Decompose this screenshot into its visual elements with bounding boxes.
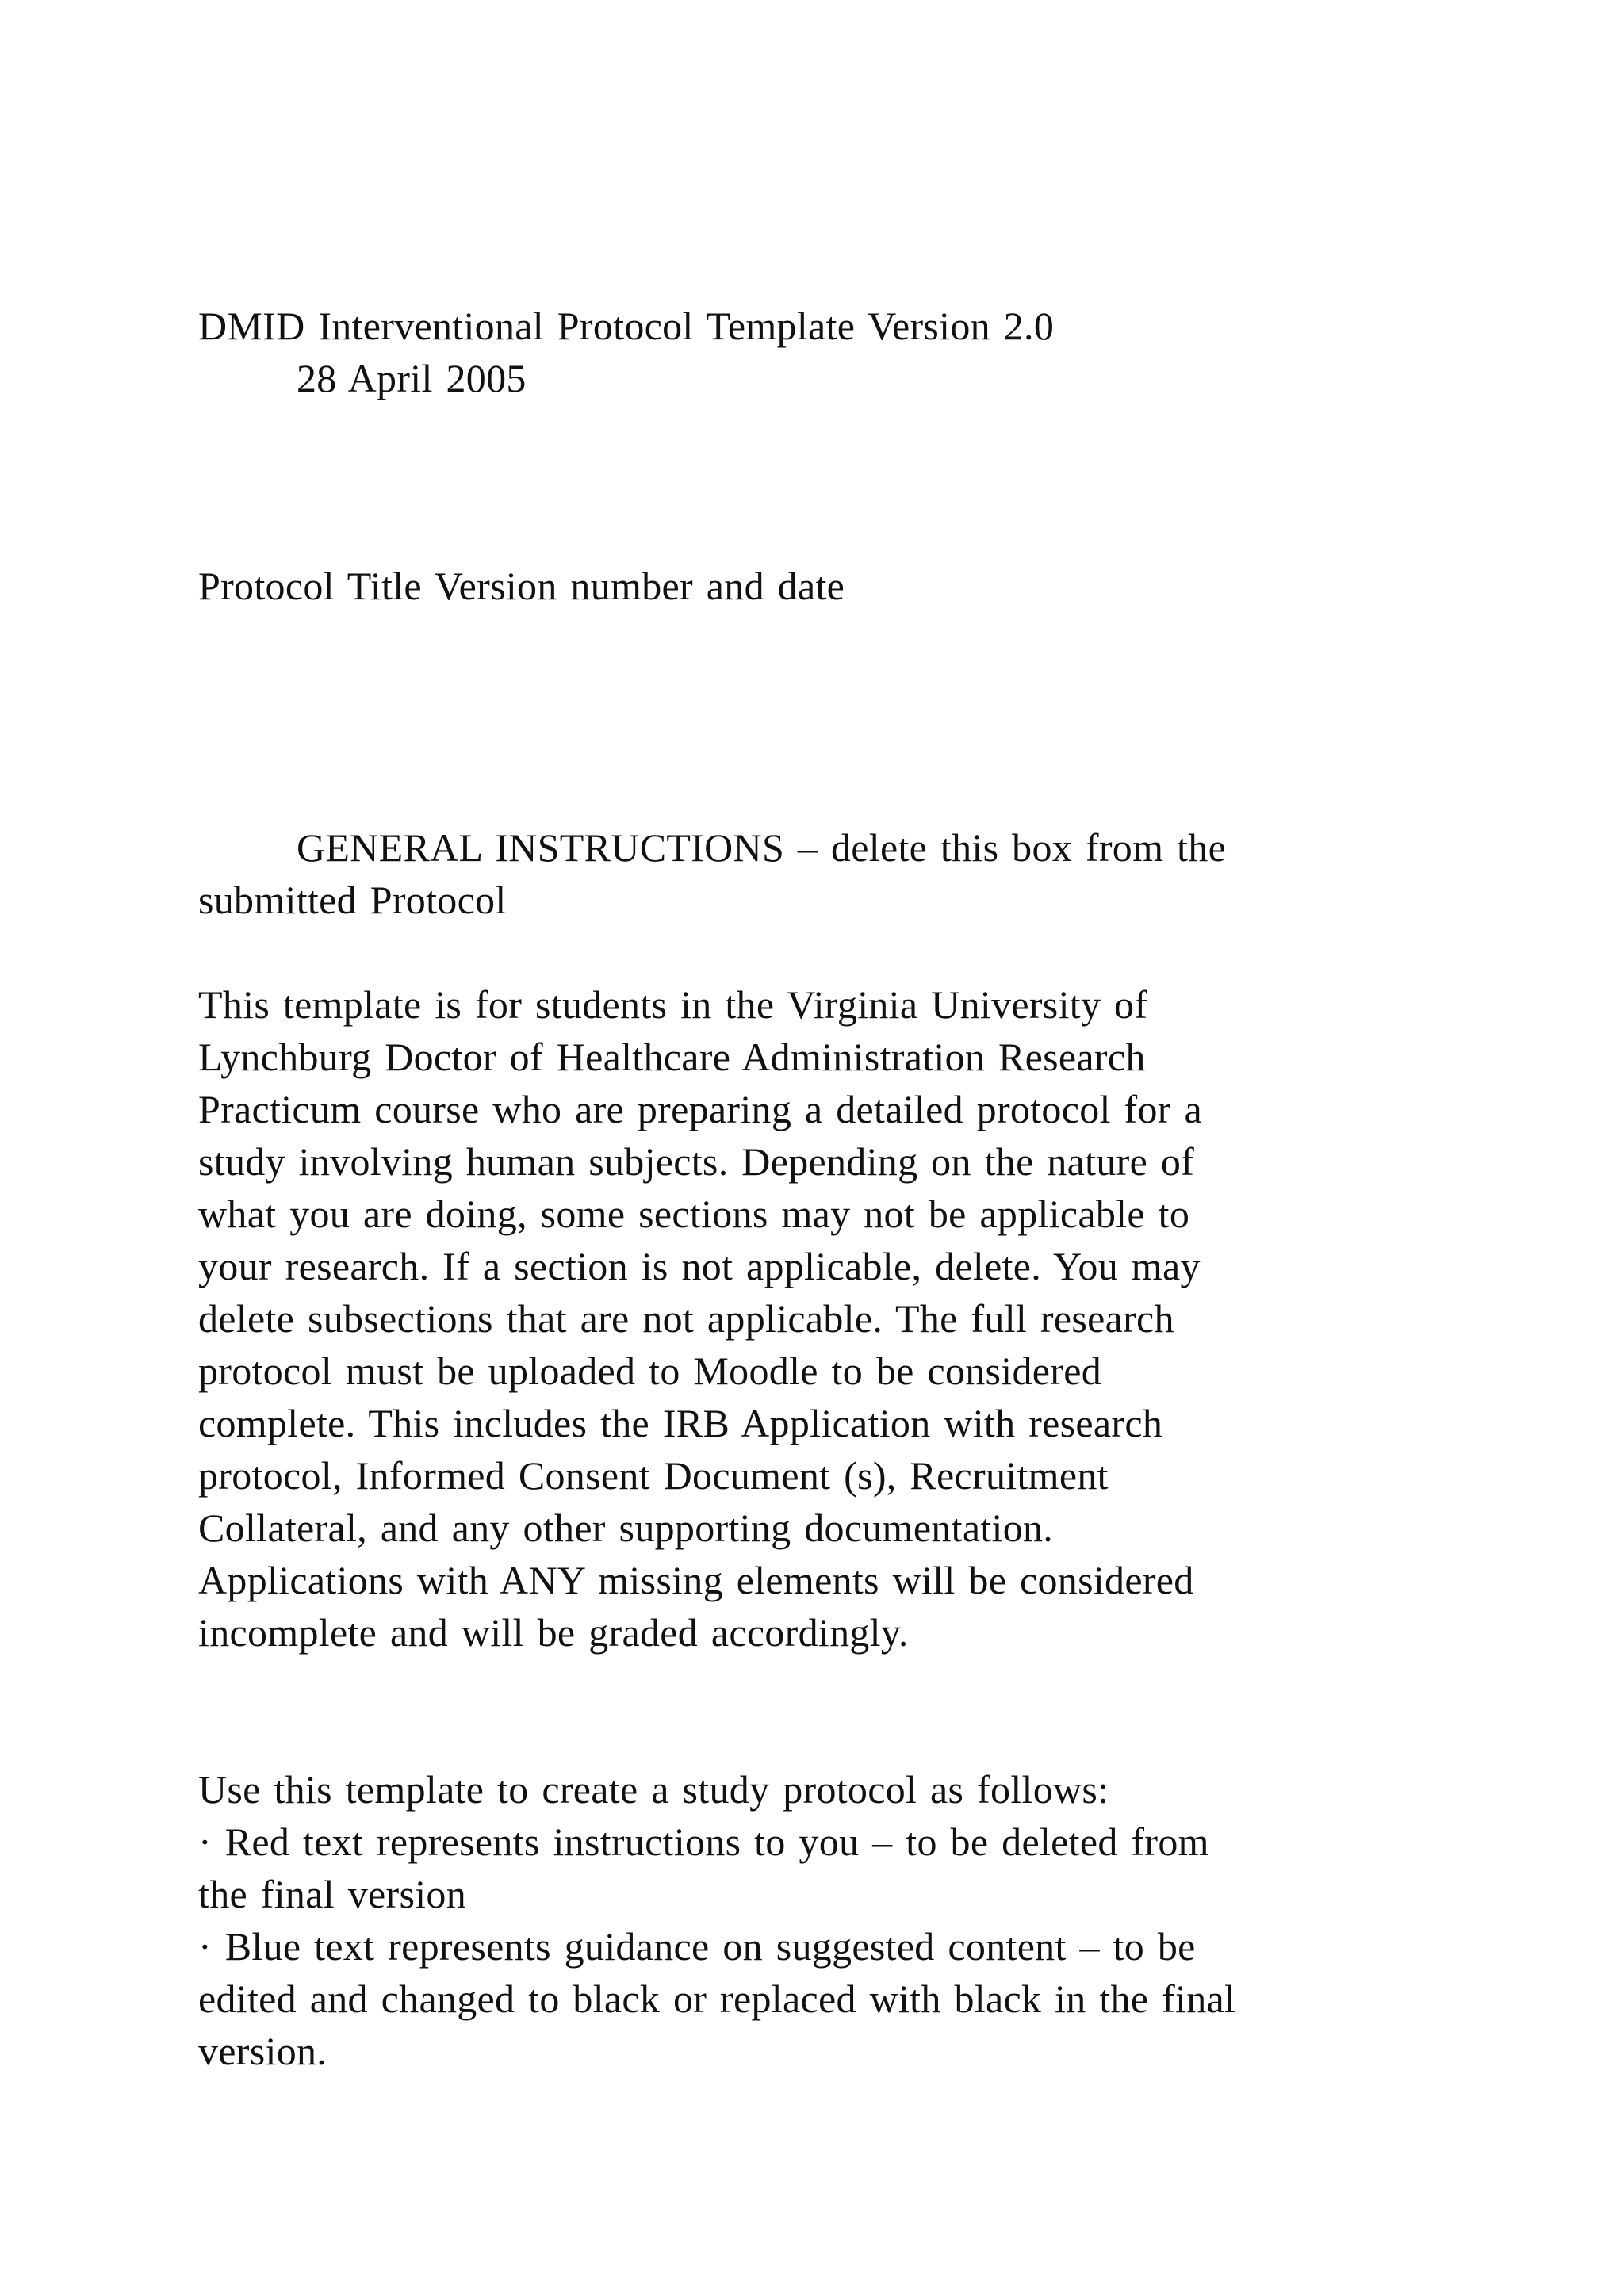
red-text-bullet-continuation: the final version: [198, 1872, 467, 1916]
paragraph-line: Practicum course who are preparing a detailed protocol for a: [198, 1087, 1202, 1131]
blue-text-bullet-continuation: version.: [198, 2029, 327, 2073]
paragraph-line: Lynchburg Doctor of Healthcare Administration Research: [198, 1035, 1146, 1079]
document-header: [198, 300, 1419, 404]
general-instructions-heading-line-2: submitted Protocol: [198, 878, 507, 922]
protocol-title-line: [198, 560, 1419, 612]
paragraph-line: protocol, Informed Consent Document (s), Recruitment: [198, 1453, 1109, 1498]
paragraph-line: protocol must be uploaded to Moodle to be considered: [198, 1349, 1102, 1393]
paragraph-line: This template is for students in the Virginia University of: [198, 982, 1148, 1027]
paragraph-line: delete subsections that are not applicable. The full research: [198, 1296, 1174, 1341]
paragraph-line: complete. This includes the IRB Application with research: [198, 1401, 1163, 1445]
blue-text-bullet-continuation: edited and changed to black or replaced with black in the final: [198, 1976, 1236, 2021]
paragraph-line: incomplete and will be graded accordingly.: [198, 1610, 909, 1655]
template-date-line: 28 April 2005: [297, 356, 527, 400]
paragraph-line: Collateral, and any other supporting documentation.: [198, 1506, 1054, 1550]
usage-instructions: [198, 1763, 1419, 2077]
template-title-line: DMID Interventional Protocol Template Version 2.0: [198, 304, 1055, 348]
general-instructions-heading-line-1: GENERAL INSTRUCTIONS – delete this box from the: [297, 825, 1227, 870]
paragraph-line: your research. If a section is not applicable, delete. You may: [198, 1244, 1201, 1288]
paragraph-line: Applications with ANY missing elements will be considered: [198, 1558, 1194, 1602]
red-text-bullet-line: · Red text represents instructions to you – to be deleted from: [198, 1820, 1209, 1864]
paragraph-line: what you are doing, some sections may not be applicable to: [198, 1192, 1190, 1236]
blue-text-bullet-line: · Blue text represents guidance on suggested content – to be: [198, 1924, 1196, 1969]
general-instructions-heading: [198, 821, 1419, 926]
general-instructions-paragraph: [198, 978, 1419, 1659]
paragraph-line: study involving human subjects. Depending on the nature of: [198, 1139, 1195, 1184]
usage-intro-line: Use this template to create a study protocol as follows:: [198, 1767, 1109, 1812]
protocol-title-text: Protocol Title Version number and date: [198, 564, 845, 608]
